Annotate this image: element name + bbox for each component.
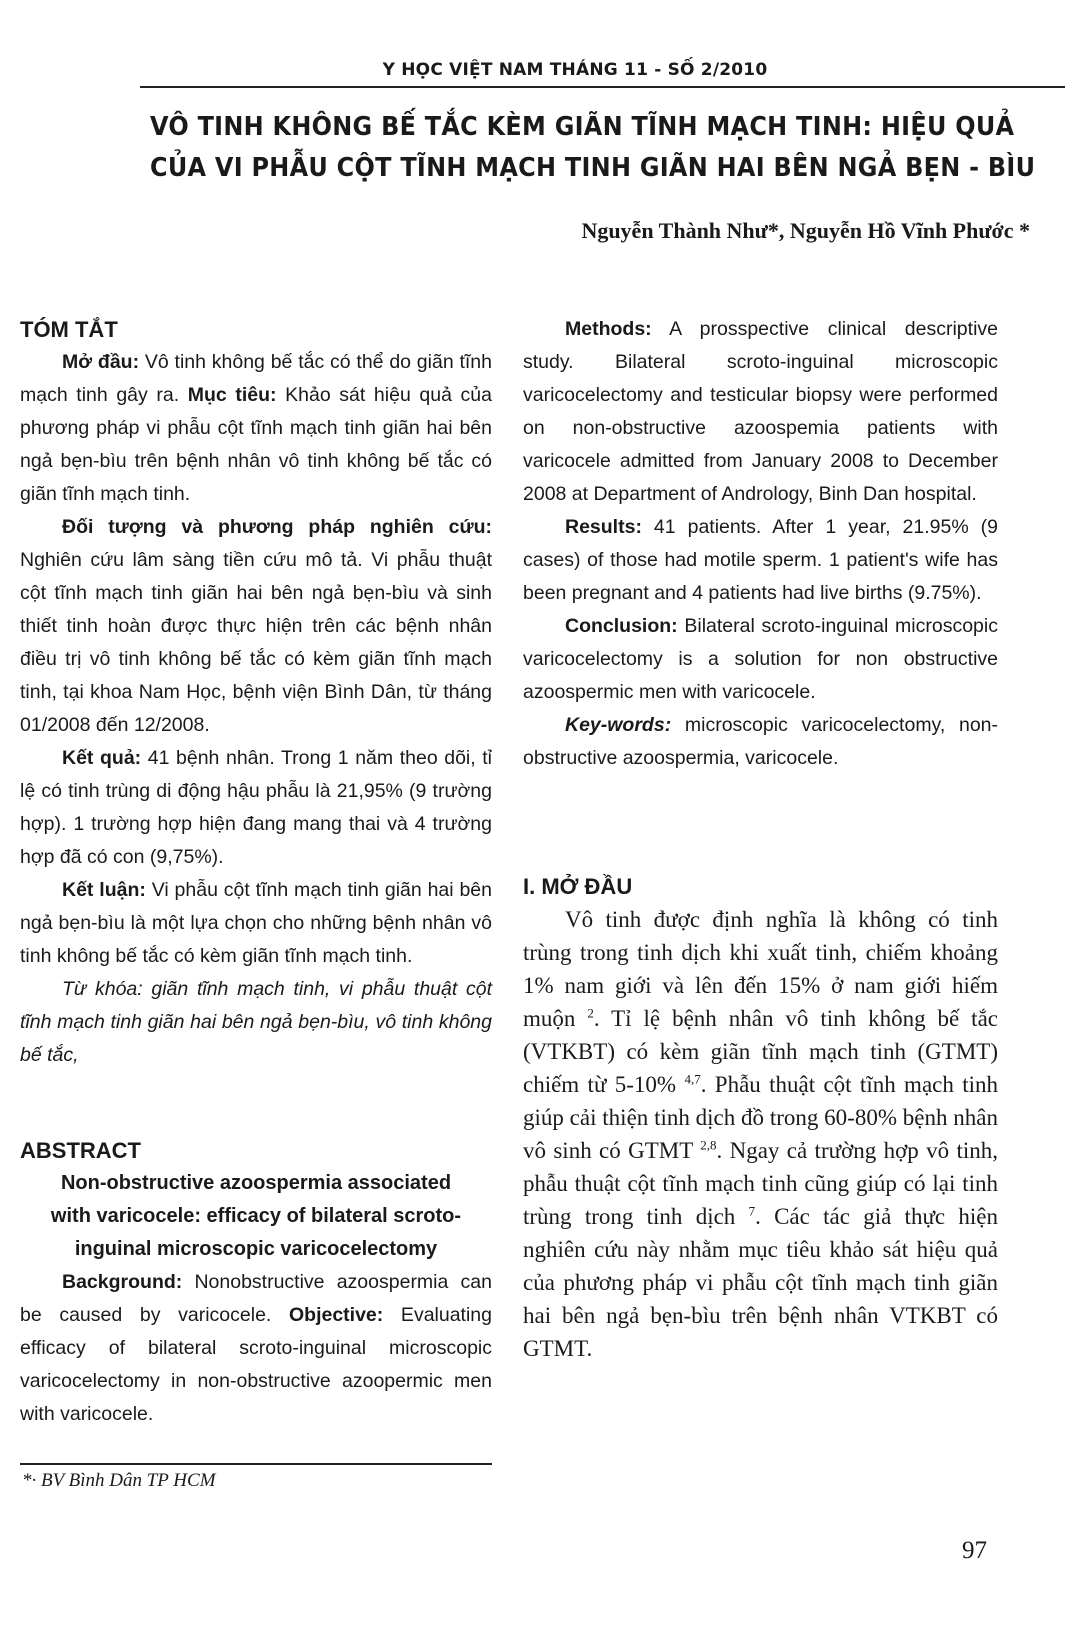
doi-tuong-label: Đối tượng và phương pháp nghiên cứu: [62, 516, 492, 538]
muc-tieu-label: Mục tiêu: [187, 384, 277, 406]
title-line-1: VÔ TINH KHÔNG BẾ TẮC KÈM GIÃN TĨNH MẠCH TINH: HIỆU QUẢ [150, 112, 1015, 142]
methods-label: Methods: [565, 318, 652, 340]
header-rule [140, 86, 1065, 88]
abstract-title-line-2: with varicocele: efficacy of bilateral scroto- [50, 1205, 462, 1227]
results-text: 41 patients. After 1 year, 21.95% (9 cases) of those had motile sperm. 1 patient's wife has been pregnant and 4 patients had live births (9.75%). [523, 516, 998, 604]
citation-ref: 4,7 [684, 1071, 701, 1087]
ket-luan-label: Kết luận: [62, 879, 146, 901]
abstract-title-line-3: inguinal microscopic varicocelectomy [74, 1238, 438, 1260]
footnote-rule [20, 1463, 492, 1465]
intro-sentence-3: . Phẫu thuật cột tĩnh mạch tinh giúp cải thiện tinh dịch đồ trong 60-80% bệnh nhân vô sinh có GTMT [523, 1072, 998, 1163]
intro-sentence-1: Vô tinh được định nghĩa là không có tinh trùng trong tinh dịch khi xuất tinh, chiếm khoảng 1% nam giới và lên đến 15% ở nam giới hiếm muộn [523, 907, 998, 1031]
doi-tuong-text: Nghiên cứu lâm sàng tiền cứu mô tả. Vi phẫu thuật cột tĩnh mạch tinh giãn hai bên ngả bẹn-bìu và sinh thiết tinh hoàn được thực hiện trên các bệnh nhân điều trị vô tinh không bế tắc có kèm giãn tĩnh mạch tinh, tại khoa Nam Học, bệnh viện Bình Dân, từ tháng 01/2008 đến 12/2008. [20, 549, 492, 736]
keywords-paragraph [523, 709, 998, 775]
objective-text: Evaluating efficacy of bilateral scroto-inguinal microscopic varicocelectomy in non-obstructive azoopermic men with varicocele. [20, 1304, 492, 1425]
ket-qua-label: Kết quả: [62, 747, 142, 769]
keywords-label: Key-words: [565, 714, 672, 736]
ket-qua-paragraph [20, 742, 492, 874]
keywords-text: microscopic varicocelectomy, non-obstructive azoospermia, varicocele. [523, 714, 998, 769]
mo-dau-label: Mở đầu: [62, 351, 140, 373]
doi-tuong-paragraph [20, 511, 492, 742]
background-label: Background: [62, 1271, 183, 1293]
methods-text: A prosspective clinical descriptive study. Bilateral scroto-inguinal microscopic varicocelectomy and testicular biopsy were performed on non-obstructive azoospemia patients with varicocele admitted from January 2008 to December 2008 at Department of Andrology, Binh Dan hospital. [523, 318, 998, 505]
conclusion-text: Bilateral scroto-inguinal microscopic varicocelectomy is a solution for non obstructive azoospermic men with varicocele. [523, 615, 998, 703]
background-text: Nonobstructive azoospermia can be caused by varicocele. [20, 1271, 492, 1326]
methods-paragraph [523, 313, 998, 511]
citation-ref: 2 [587, 1005, 594, 1021]
citation-ref: 2,8 [700, 1137, 717, 1153]
abstract-heading: ABSTRACT [20, 1138, 141, 1163]
results-paragraph [523, 511, 998, 610]
mo-dau-text: Vô tinh không bế tắc có thể do giãn tĩnh mạch tinh gây ra. [20, 351, 492, 406]
intro-body [523, 903, 998, 1365]
authors: Nguyễn Thành Như*, Nguyễn Hồ Vĩnh Phước * [581, 218, 1030, 243]
abstract-continued [523, 313, 998, 775]
objective-label: Objective: [288, 1304, 384, 1326]
ket-luan-text: Vi phẫu cột tĩnh mạch tinh giãn hai bên ngả bẹn-bìu là một lựa chọn cho những bệnh nhân vô tinh không bế tắc có kèm giãn tĩnh mạch tinh. [20, 879, 492, 967]
background-paragraph [20, 1266, 492, 1431]
footnote: *· BV Bình Dân TP HCM [22, 1470, 216, 1491]
intro-sentence-2: . Tỉ lệ bệnh nhân vô tinh không bế tắc (VTKBT) có kèm giãn tĩnh mạch tinh (GTMT) chiếm từ 5-10% [523, 1006, 998, 1097]
tom-tat-heading: TÓM TẮT [20, 317, 118, 342]
journal-header: Y HỌC VIỆT NAM THÁNG 11 - SỐ 2/2010 [382, 60, 768, 80]
conclusion-paragraph [523, 610, 998, 709]
muc-tieu-text: Khảo sát hiệu quả của phương pháp vi phẫu cột tĩnh mạch tinh giãn hai bên ngả bẹn-bìu trên bệnh nhân vô tinh không bế tắc có giãn tĩnh mạch tinh. [20, 384, 492, 505]
abstract-title-line-1: Non-obstructive azoospermia associated [60, 1172, 452, 1194]
abstract-section [20, 1134, 492, 1431]
intro-sentence-5: . Các tác giả thực hiện nghiên cứu này nhằm mục tiêu khảo sát hiệu quả của phương pháp vi phẫu cột tĩnh mạch tinh giãn hai bên ngả bẹn-bìu trên bệnh nhân VTKBT có GTMT. [523, 1204, 998, 1361]
citation-ref: 7 [748, 1203, 756, 1219]
tu-khoa-paragraph: Từ khóa: giãn tĩnh mạch tinh, vi phẫu thuật cột tĩnh mạch tinh giãn hai bên ngả bẹn-bìu, vô tinh không bế tắc, [20, 978, 492, 1066]
intro-paragraph [523, 903, 998, 1365]
ket-luan-paragraph [20, 874, 492, 973]
intro-sentence-4: . Ngay cả trường hợp vô tinh, phẫu thuật cột tĩnh mạch tinh cũng giúp có lại tinh trùng trong tinh dịch [523, 1138, 998, 1229]
title-line-2: CỦA VI PHẪU CỘT TĨNH MẠCH TINH GIÃN HAI BÊN NGẢ BẸN - BÌU [150, 153, 1036, 183]
conclusion-label: Conclusion: [565, 615, 678, 637]
results-label: Results: [565, 516, 642, 538]
intro-heading: I. MỞ ĐẦU [523, 874, 633, 899]
mo-dau-paragraph [20, 346, 492, 511]
ket-qua-text: 41 bệnh nhân. Trong 1 năm theo dõi, tỉ lệ có tinh trùng di động hậu phẫu là 21,95% (9 trường hợp). 1 trường hợp hiện đang mang thai và 4 trường hợp đã có con (9,75%). [20, 747, 493, 868]
intro-section [523, 870, 998, 1365]
tom-tat-section [20, 313, 492, 1072]
page-number: 97 [962, 1537, 987, 1564]
